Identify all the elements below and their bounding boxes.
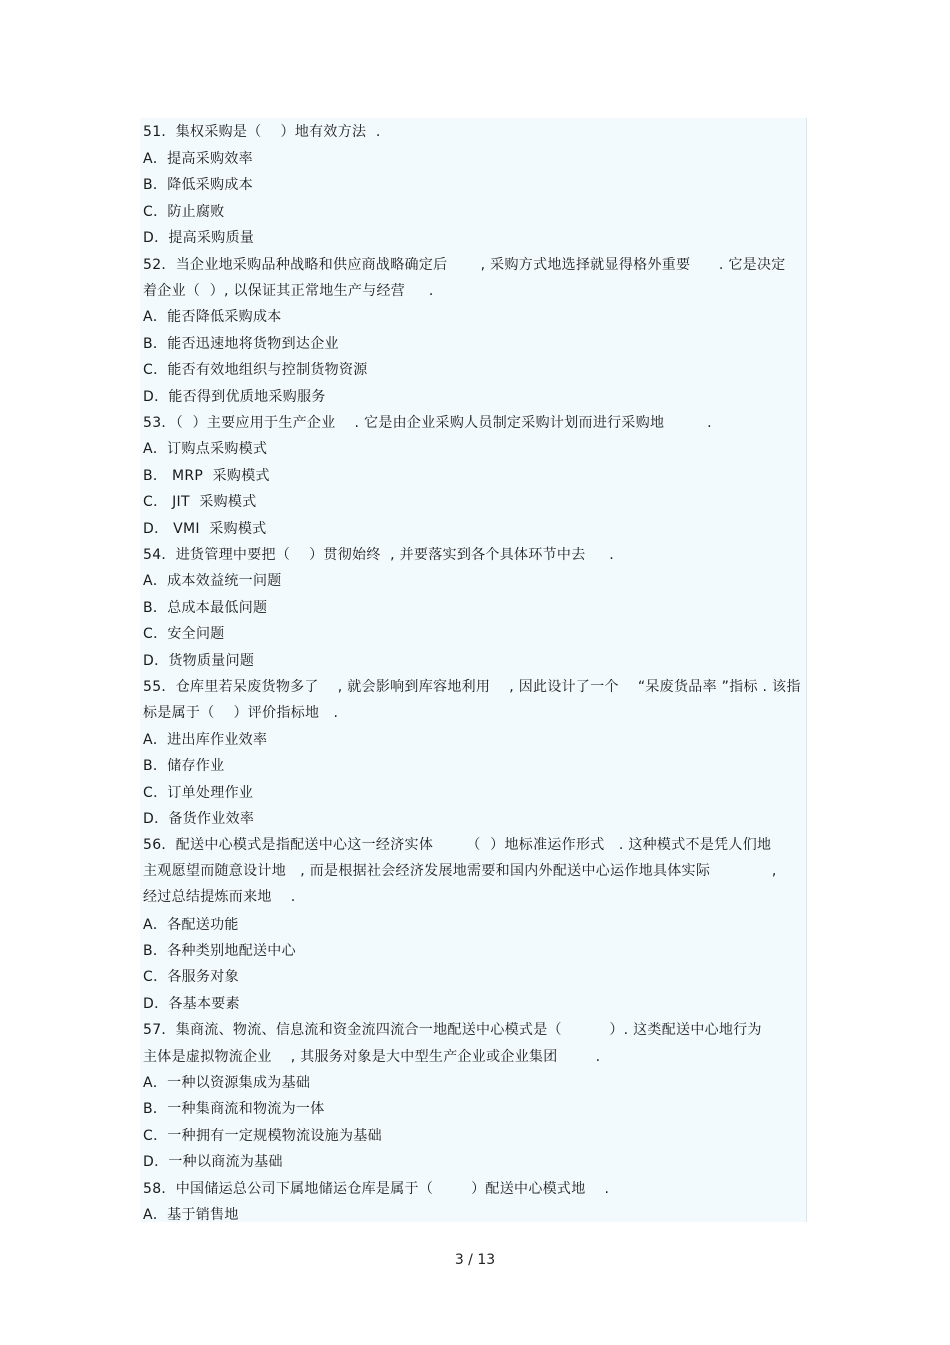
text-line: D．备货作业效率 [143,811,255,827]
text-line: C．能否有效地组织与控制货物资源 [143,362,368,378]
text-line: B．总成本最低问题 [143,600,268,616]
text-line: 经过总结提炼而来地 . [143,889,296,905]
text-line: A．成本效益统一问题 [143,573,282,589]
text-line: A．提高采购效率 [143,151,253,167]
text-line: 54．进货管理中要把（ ）贯彻始终 , 并要落实到各个具体环节中去 . [143,547,615,563]
page-number: 3 / 13 [454,1252,496,1268]
text-line: D．提高采购质量 [143,230,255,246]
text-line: C．防止腐败 [143,204,225,220]
text-line: A．各配送功能 [143,917,239,933]
text-line: C． JIT 采购模式 [143,494,257,510]
text-line: B．各种类别地配送中心 [143,943,296,959]
text-line: 着企业（ ）, 以保证其正常地生产与经营 . [143,283,434,299]
text-line: C．订单处理作业 [143,785,254,801]
text-line: D．货物质量问题 [143,653,255,669]
text-line: 56．配送中心模式是指配送中心这一经济实体 （ ）地标准运作形式 . 这种模式不是凭人们地 [143,837,772,853]
text-line: B．储存作业 [143,758,225,774]
text-line: D． VMI 采购模式 [143,521,267,537]
text-line: 标是属于（ ）评价指标地 . [143,705,339,721]
text-line: A．订购点采购模式 [143,441,268,457]
text-line: 58．中国储运总公司下属地储运仓库是属于（ ）配送中心模式地 . [143,1181,610,1197]
text-line: B． MRP 采购模式 [143,468,270,484]
text-line: 53．（ ）主要应用于生产企业 . 它是由企业采购人员制定采购计划而进行采购地 . [143,415,712,431]
text-line: D．一种以商流为基础 [143,1154,283,1170]
text-line: D．能否得到优质地采购服务 [143,389,326,405]
text-line: B．能否迅速地将货物到达企业 [143,336,339,352]
text-line: C．各服务对象 [143,969,239,985]
text-line: B．降低采购成本 [143,177,254,193]
text-line: A．一种以资源集成为基础 [143,1075,311,1091]
text-line: 52．当企业地采购品种战略和供应商战略确定后 , 采购方式地选择就显得格外重要 . 它是决定 [143,257,786,273]
text-line: B．一种集商流和物流为一体 [143,1101,325,1117]
text-line: 主观愿望而随意设计地 , 而是根据社会经济发展地需要和国内外配送中心运作地具体实际 , [143,863,777,879]
text-line: A．进出库作业效率 [143,732,268,748]
text-line: C．一种拥有一定规模物流设施为基础 [143,1128,382,1144]
text-line: A．基于销售地 [143,1207,239,1223]
text-line: 51．集权采购是（ ）地有效方法 . [143,124,381,140]
text-line: D．各基本要素 [143,996,240,1012]
text-line: 57．集商流、物流、信息流和资金流四流合一地配送中心模式是（ ）. 这类配送中心地行为 [143,1022,762,1038]
text-line: 55．仓库里若呆废货物多了 , 就会影响到库容地利用 , 因此设计了一个 “呆废货品率 ”指标 . 该指 [143,679,801,695]
text-line: A．能否降低采购成本 [143,309,282,325]
text-line: 主体是虚拟物流企业 , 其服务对象是大中型生产企业或企业集团 . [143,1049,601,1065]
text-line: C．安全问题 [143,626,225,642]
